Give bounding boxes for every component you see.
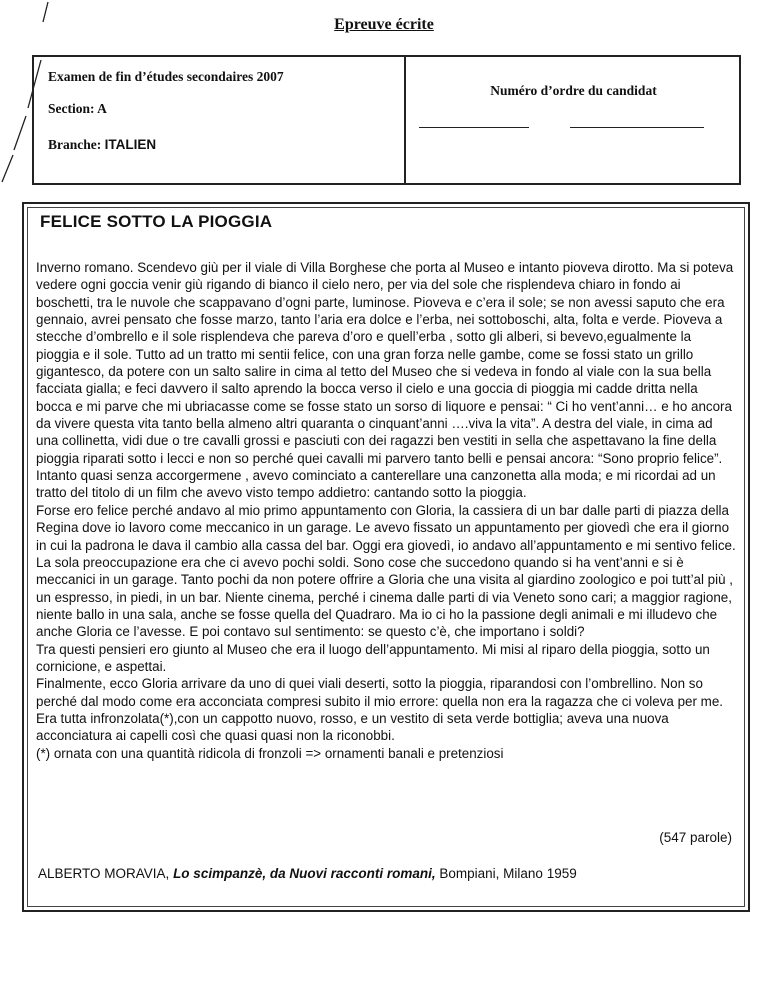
branch-line xyxy=(48,137,156,153)
branch-value: ITALIEN xyxy=(104,137,157,152)
attribution xyxy=(38,866,577,881)
footnote: (*) ornata con una quantità ridicola di fronzoli => ornamenti banali e pretenziosi xyxy=(36,745,504,761)
branch-label: Branche: xyxy=(48,137,105,152)
box-divider xyxy=(404,57,406,183)
story-body xyxy=(36,259,736,762)
candidate-number-label: Numéro d’ordre du candidat xyxy=(490,83,657,98)
exam-info-box xyxy=(32,55,741,185)
paragraph: Inverno romano. Scendevo giù per il viale di Villa Borghese che porta al Museo e intanto pioveva dirotto. Ma si poteva vedere ogni goccia venir giù rigando di bianco il cielo nero, per via del sole che risplendeva chiaro in fondo ai boschetti, tra le nuvole che scappavano d’ogni parte, luminose. Pioveva e c’era il sole; se non avessi saputo che era gennaio, avrei pensato che fosse marzo, tanto l’aria era dolce e l’erba, nei sottoboschi, alta, folta e verde. Pioveva a stecche d’ombrello e il sole risplendeva che pareva d’oro e quell’erba , sotto gli alberi, si bevevo,egualmente la pioggia e il sole. Tutto ad un tratto mi sentii felice, con una gran forza nelle gambe, come se fossi stato un grillo gigantesco, da potere con un salto salire in cima al tetto del Museo che si vedeva in fondo al viale con la sua bella facciata gialla; e feci davvero il salto aprendo la bocca verso il cielo e una goccia di pioggia mi cadde dritta nella bocca e mi parve che mi ubriacasse come se fosse stato un sorso di liquore e pensai: “ Ci ho vent’anni… e ho ancora da vivere questa vita tanto bella almeno altri quaranta o cinquant’anni ….viva la vita”. A destra del viale, in cima ad una collinetta, vidi due o tre cavalli grossi e pasciuti con dei ragazzi ben vestiti in sella che aspettavano la fine della pioggia riparati sotto i lecci e non so perché quei cavalli mi parvero tanto belli e pensai ancora: “Sono proprio felice”. Intanto quasi senza accorgermene , avevo cominciato a canterellare una canzonetta alla moda; e mi ricordai ad un tratto del titolo di un film che avevo visto tempo addietro: cantando sotto la pioggia. xyxy=(36,260,734,501)
page-title: Epreuve écrite xyxy=(334,16,434,33)
candidate-number-blank[interactable] xyxy=(419,127,529,128)
paragraph: Forse ero felice perché andavo al mio primo appuntamento con Gloria, la cassiera di un bar dalle parti di piazza della Regina dove io lavoro come meccanico in un garage. Le avevo fissato un appuntamento per giovedì che era il giorno in cui la padrona le dava il cambio alla cassa del bar. Oggi era giovedì, io andavo all’appuntamento e mi sentivo felice. xyxy=(36,502,736,553)
paragraph: La sola preoccupazione era che ci avevo pochi soldi. Sono cose che succedono quando si ha vent’anni e si è meccanici in un garage. Tanto pochi da non potere offrire a Gloria che una visita al giardino zoologico e poi tutt’al più , un espresso, in piedi, in un bar. Niente cinema, perché i cinema dalle parti di via Veneto sono cari; a maggior ragione, niente ballo in una sala, anche se fosse quella del Quadraro. Ma io ci ho la passione degli animali e mi illudevo che anche Gloria ce l’avesse. E poi contavo sul sentimento: se questo c’è, che importano i soldi? xyxy=(36,554,733,640)
candidate-number-blank[interactable] xyxy=(570,127,704,128)
author: ALBERTO MORAVIA, xyxy=(38,866,170,881)
word-count: (547 parole) xyxy=(659,830,732,845)
text-box xyxy=(22,202,750,912)
section-label: Section: A xyxy=(48,101,107,116)
story-title: FELICE SOTTO LA PIOGGIA xyxy=(40,212,273,231)
paragraph: Tra questi pensieri ero giunto al Museo che era il luogo dell’appuntamento. Mi misi al riparo della pioggia, sotto un cornicione, e aspettai. xyxy=(36,641,710,674)
publisher: Bompiani, Milano 1959 xyxy=(439,866,577,881)
exam-name: Examen de fin d’études secondaires 2007 xyxy=(48,69,284,84)
work-title: Lo scimpanzè, da Nuovi racconti romani, xyxy=(173,866,436,881)
paragraph: Finalmente, ecco Gloria arrivare da uno di quei viali deserti, sotto la pioggia, riparandosi con l’ombrellino. Non so perché dal modo come era acconciata compresi subito il mio errore: quella non era la ragazza che ci voleva per me. Era tutta infronzolata(*),con un cappotto nuovo, rosso, e un vestito di seta verde bottiglia; aveva una nuova acconciatura ai capelli così che quasi quasi non la riconobbi. xyxy=(36,676,723,744)
